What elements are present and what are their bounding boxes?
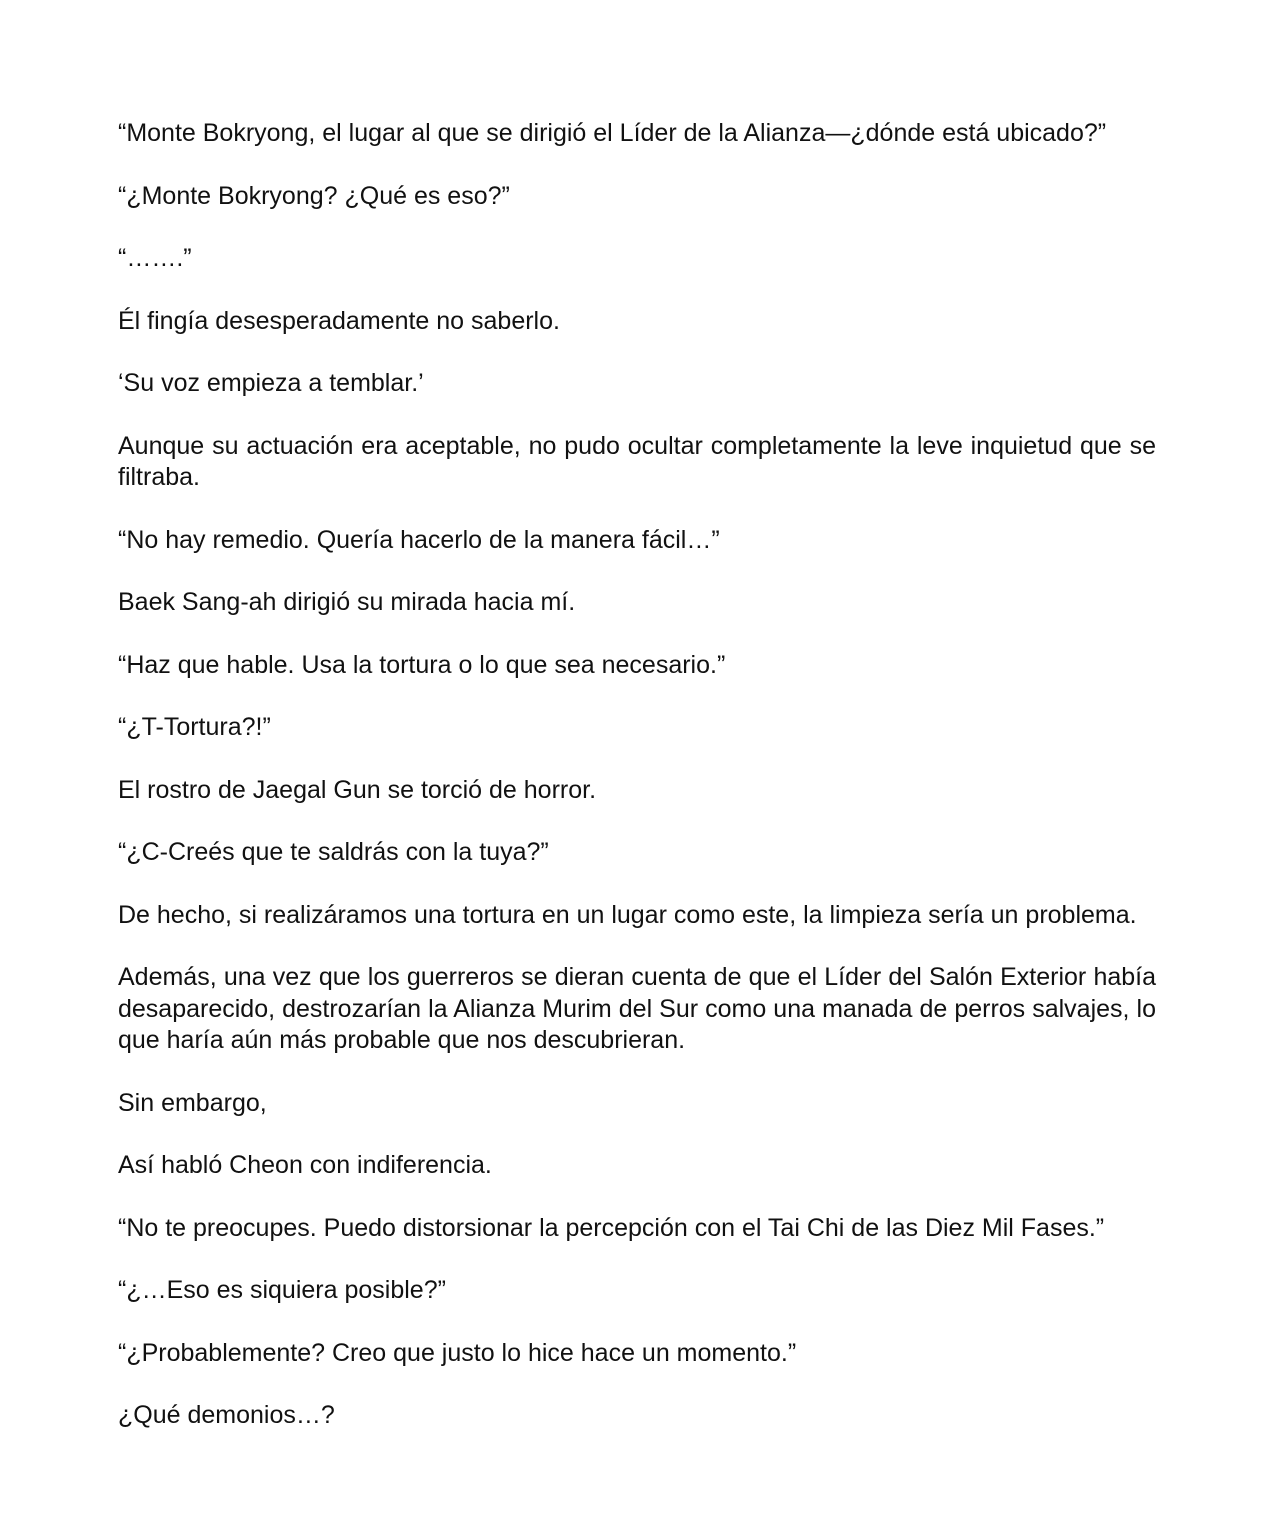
document-page — [118, 118, 1156, 1463]
paragraph: “¿C-Creés que te saldrás con la tuya?” — [118, 838, 549, 866]
paragraph: De hecho, si realizáramos una tortura en un lugar como este, la limpieza sería un problema. — [118, 900, 1137, 929]
paragraph: Él fingía desesperadamente no saberlo. — [118, 306, 560, 335]
paragraph: “…….” — [118, 244, 192, 272]
paragraph: “¿Monte Bokryong? ¿Qué es eso?” — [118, 181, 510, 210]
paragraph: El rostro de Jaegal Gun se torció de horror. — [118, 775, 597, 804]
paragraph: “¿…Eso es siquiera posible?” — [118, 1276, 446, 1304]
paragraph: “No te preocupes. Puedo distorsionar la percepción con el Tai Chi de las Diez Mil Fases.” — [118, 1213, 1105, 1242]
paragraph: Sin embargo, — [118, 1088, 267, 1117]
paragraph: Además, una vez que los guerreros se dieran cuenta de que el Líder del Salón Exterior había desaparecido, destrozarían la Alianza Murim del Sur como una manada de perros salvajes, lo que haría aún más probable que nos descubrieran. — [118, 963, 1156, 1054]
paragraph: “Haz que hable. Usa la tortura o lo que sea necesario.” — [118, 650, 726, 679]
paragraph: “No hay remedio. Quería hacerlo de la manera fácil…” — [118, 525, 720, 554]
paragraph: Aunque su actuación era aceptable, no pudo ocultar completamente la leve inquietud que se filtraba. — [118, 431, 1156, 491]
paragraph: ‘Su voz empieza a temblar.’ — [118, 369, 424, 397]
paragraph: Baek Sang-ah dirigió su mirada hacia mí. — [118, 588, 576, 616]
paragraph: Así habló Cheon con indiferencia. — [118, 1151, 492, 1179]
paragraph: “Monte Bokryong, el lugar al que se dirigió el Líder de la Alianza—¿dónde está ubicado?” — [118, 119, 1107, 147]
paragraph: “¿Probablemente? Creo que justo lo hice hace un momento.” — [118, 1338, 797, 1367]
paragraph: ¿Qué demonios…? — [118, 1401, 335, 1429]
paragraph: “¿T-Tortura?!” — [118, 713, 271, 741]
